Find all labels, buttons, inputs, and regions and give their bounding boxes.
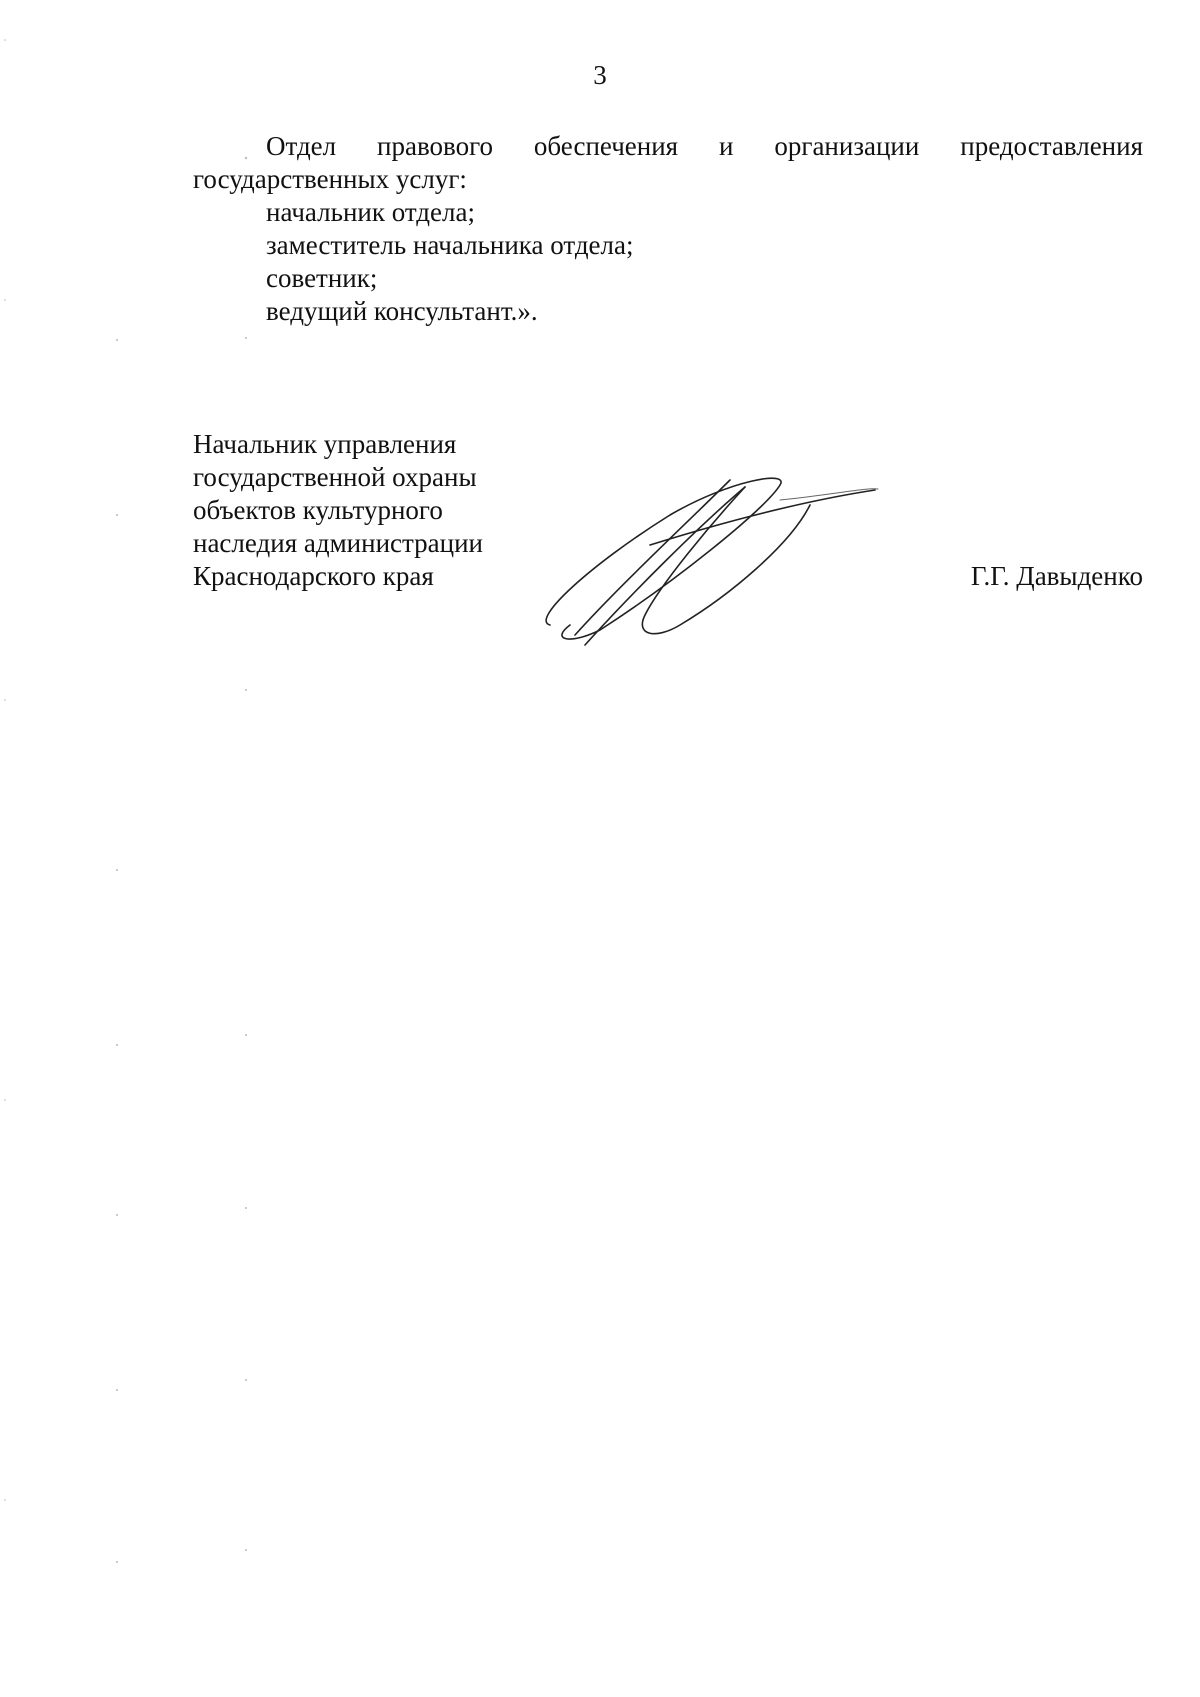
main-text [193,130,1143,328]
department-paragraph: Отдел правового обеспечения и организации предоставления государственных услуг: [193,131,1143,194]
signatory-name: Г.Г. Давыденко [970,561,1143,591]
signatory-title-line: объектов культурного [193,495,443,525]
signatory-title [193,428,483,593]
signatory-title-line: Начальник управления [193,429,457,459]
signatory-title-line: государственной охраны [193,462,477,492]
list-item: заместитель начальника отдела; [266,230,634,260]
handwritten-signature [530,465,970,665]
list-item: советник; [266,263,378,293]
signatory-title-line: Краснодарского края [193,561,434,591]
list-item: начальник отдела; [266,197,475,227]
signatory-title-line: наследия администрации [193,528,483,558]
page-number: 3 [593,60,607,90]
list-item: ведущий консультант.». [266,296,538,326]
